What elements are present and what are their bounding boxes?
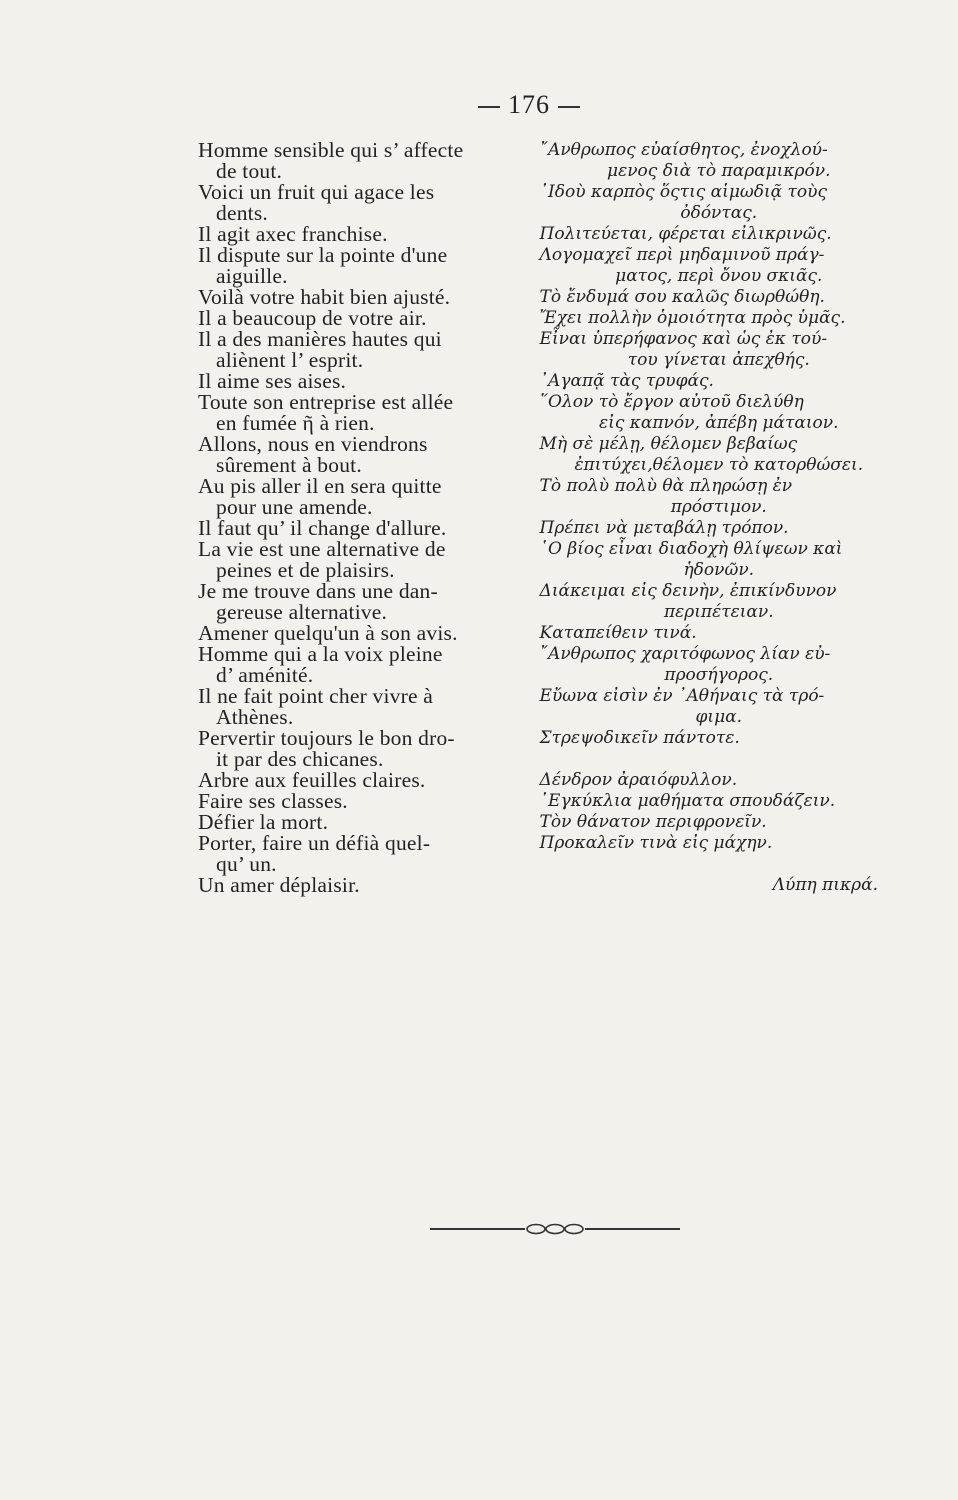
- greek-phrase: Καταπείθειν τινά.: [539, 623, 697, 643]
- phrase-row: [198, 392, 898, 434]
- french-phrase: Toute son entreprise est allée en fumée ῆ à rien.: [198, 390, 454, 435]
- phrase-row: [198, 770, 898, 791]
- phrase-row: [198, 308, 898, 329]
- phrase-row: [198, 623, 898, 644]
- phrase-row: [198, 140, 898, 182]
- french-phrase: Il dispute sur la pointe d'une aiguille.: [198, 243, 448, 288]
- french-phrase: Défier la mort.: [198, 810, 329, 834]
- phrase-row: [198, 833, 898, 875]
- french-phrase: Il agit axec franchise.: [198, 222, 388, 246]
- french-phrase: Il a des manières hautes qui aliènent l’ esprit.: [198, 327, 442, 372]
- french-phrase: Allons, nous en viendrons sûrement à bout.: [198, 432, 428, 477]
- french-phrase: Il ne fait point cher vivre à Athènes.: [198, 684, 434, 729]
- greek-phrase: Μὴ σὲ μέλῃ, θέλομεν βεβαίως ἐπιτύχει,θέλομεν τὸ κατορθώσει.: [539, 434, 864, 475]
- french-phrase: Il aime ses aises.: [198, 369, 347, 393]
- greek-phrase: ῎Ανθρωπος εὐαίσθητος, ἐνοχλού- μενος διὰ τὸ παραμικρόν.: [539, 140, 831, 181]
- phrase-row: [198, 644, 898, 686]
- greek-phrase: ῎Ανθρωπος χαριτόφωνος λίαν εὐ- προσήγορος.: [539, 644, 831, 685]
- french-phrase: Amener quelqu'un à son avis.: [198, 621, 458, 645]
- greek-phrase: Λογομαχεῖ περὶ μηδαμινοῦ πράγ- ματος, περὶ ὄνου σκιᾶς.: [539, 245, 825, 286]
- greek-phrase: Διάκειμαι εἰς δεινὴν, ἐπικίνδυνον περιπέτειαν.: [539, 581, 837, 622]
- page-number-right-dash: [558, 106, 580, 108]
- greek-phrase: Δένδρον ἀραιόφυλλον.: [539, 770, 738, 790]
- greek-phrase: Ἔχει πολλὴν ὁμοιότητα πρὸς ὑμᾶς.: [539, 308, 846, 328]
- greek-phrase: Εἶναι ὑπερήφανος καὶ ὡς ἐκ τού- του γίνεται ἀπεχθής.: [539, 329, 828, 370]
- french-phrase: Un amer déplaisir.: [198, 873, 360, 897]
- french-phrase: Homme sensible qui s’ affecte de tout.: [198, 138, 464, 183]
- page-number-left-dash: [478, 106, 500, 108]
- phrase-row: [198, 434, 898, 476]
- greek-phrase: Πρέπει νὰ μεταβάλῃ τρόπον.: [539, 518, 789, 538]
- greek-phrase: Προκαλεῖν τινὰ εἰς μάχην.: [539, 833, 773, 853]
- phrase-row: [198, 476, 898, 518]
- phrase-row: [198, 812, 898, 833]
- french-phrase: Il faut qu’ il change d'allure.: [198, 516, 447, 540]
- phrase-row: [198, 791, 898, 812]
- greek-phrase: ᾿Αγαπᾷ τὰς τρυφάς.: [539, 371, 714, 391]
- phrase-row: [198, 581, 898, 623]
- phrase-row: [198, 245, 898, 287]
- french-phrase: Il a beaucoup de votre air.: [198, 306, 427, 330]
- greek-phrase: Λύπη πικρά.: [772, 875, 878, 895]
- phrase-row: [198, 875, 898, 896]
- french-phrase: Je me trouve dans une dan- gereuse alternative.: [198, 579, 438, 624]
- greek-phrase: ῾Ο βίος εἶναι διαδοχὴ θλίψεων καὶ ἡδονῶν.: [539, 539, 843, 580]
- phrase-row: [198, 686, 898, 728]
- french-phrase: Voici un fruit qui agace les dents.: [198, 180, 435, 225]
- french-phrase: Au pis aller il en sera quitte pour une amende.: [198, 474, 442, 519]
- french-phrase: Faire ses classes.: [198, 789, 348, 813]
- page-number: [470, 90, 588, 120]
- greek-phrase: Εὔωνα εἰσὶν ἐν ᾿Αθήναις τὰ τρό- φιμα.: [539, 686, 825, 727]
- greek-phrase: Τὸ πολὺ πολὺ θὰ πληρώσῃ ἐν πρόστιμον.: [539, 476, 793, 517]
- end-ornament-icon: [430, 1222, 680, 1236]
- phrase-row: [198, 371, 898, 392]
- greek-phrase: Τὸ ἔνδυμά σου καλῶς διωρθώθη.: [539, 287, 825, 307]
- phrase-row: [198, 539, 898, 581]
- phrase-row: [198, 182, 898, 224]
- french-phrase: La vie est une alternative de peines et de plaisirs.: [198, 537, 446, 582]
- french-phrase: Pervertir toujours le bon dro- it par des chicanes.: [198, 726, 455, 771]
- greek-phrase: Πολιτεύεται, φέρεται εἰλικρινῶς.: [539, 224, 832, 244]
- greek-phrase: ῞Ολον τὸ ἔργον αὐτοῦ διελύθη εἰς καπνόν, ἀπέβη μάταιον.: [539, 392, 839, 433]
- phrase-list: [198, 140, 898, 896]
- phrase-row: [198, 224, 898, 245]
- french-phrase: Arbre aux feuilles claires.: [198, 768, 426, 792]
- greek-phrase: Τὸν θάνατον περιφρονεῖν.: [539, 812, 767, 832]
- greek-phrase: ᾿Εγκύκλια μαθήματα σπουδάζειν.: [539, 791, 836, 811]
- phrase-row: [198, 728, 898, 770]
- phrase-row: [198, 287, 898, 308]
- phrase-row: [198, 329, 898, 371]
- page-number-text: 176: [508, 90, 550, 119]
- greek-phrase: ᾿Ιδοὺ καρπὸς ὅςτις αἱμωδιᾷ τοὺς ὀδόντας.: [539, 182, 828, 223]
- greek-phrase: Στρεψοδικεῖν πάντοτε.: [539, 728, 740, 748]
- french-phrase: Homme qui a la voix pleine d’ aménité.: [198, 642, 443, 687]
- phrase-row: [198, 518, 898, 539]
- french-phrase: Voilà votre habit bien ajusté.: [198, 285, 451, 309]
- french-phrase: Porter, faire un défià quel- qu’ un.: [198, 831, 431, 876]
